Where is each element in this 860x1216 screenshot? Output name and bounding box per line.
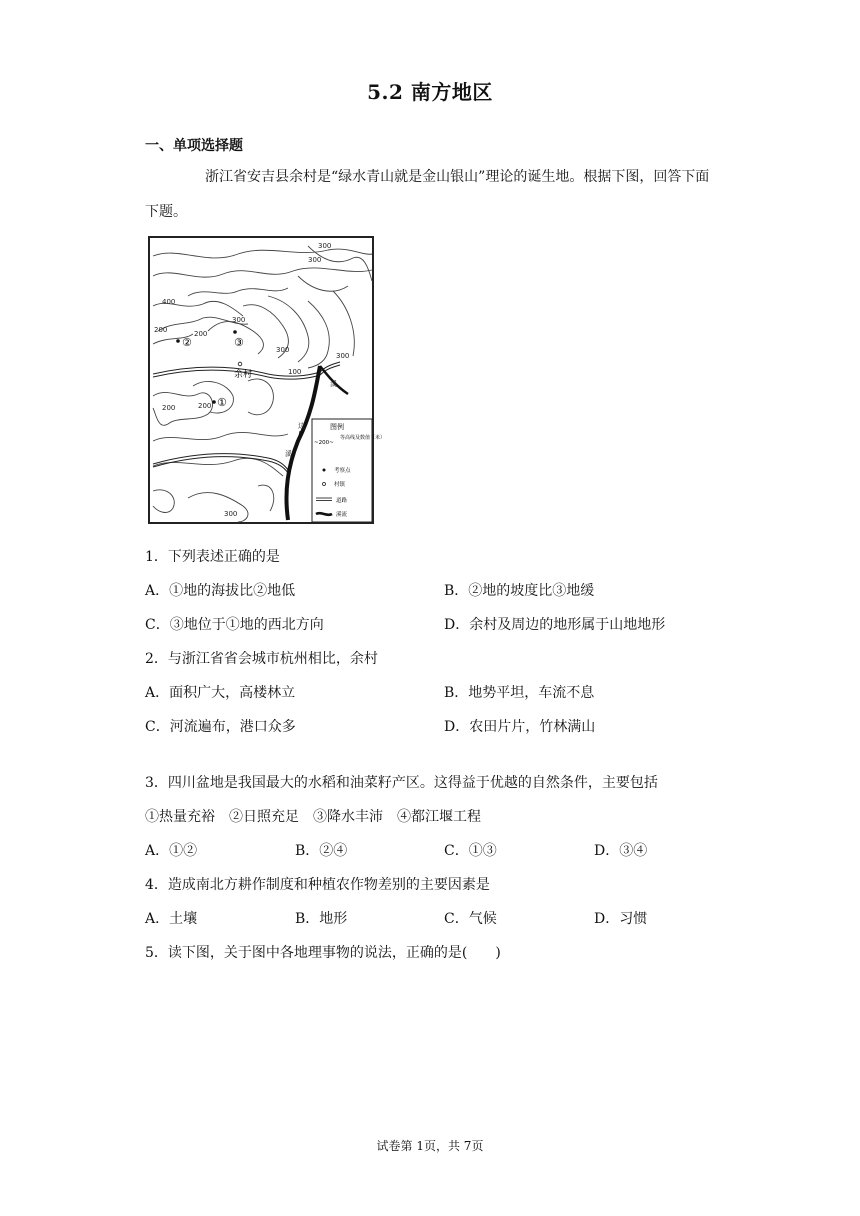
question-1-option-c: C．③地位于①地的西北方向 (145, 617, 324, 633)
contour-label: 100 (288, 368, 302, 376)
question-4-option-b: B．地形 (295, 911, 348, 927)
map-legend (312, 419, 385, 522)
contour-label: 200 (154, 326, 168, 334)
question-3-option-b: B．②④ (295, 843, 348, 859)
question-4-option-d: D．习惯 (594, 911, 648, 927)
page-footer: 试卷第 1页，共 7页 (376, 1139, 484, 1153)
legend-title: 图例 (330, 423, 344, 431)
intro-paragraph: 浙江省安吉县余村是“绿水青山就是金山银山”理论的诞生地。根据下图，回答下面下题。 (145, 169, 710, 220)
contour-label: 300 (232, 316, 246, 324)
question-5-stem: 5．读下图，关于图中各地理事物的说法，正确的是( ) (145, 945, 501, 961)
question-3-option-c: C．①③ (444, 843, 497, 859)
legend-point-label: 考察点 (334, 468, 351, 474)
contour-label: 200 (198, 402, 212, 410)
legend-contour-label: 等高线及数值（米） (340, 435, 386, 441)
question-1-option-b: B．②地的坡度比③地缓 (444, 583, 595, 599)
contour-label: 200 (162, 404, 176, 412)
question-3-option-d: D．③④ (594, 843, 648, 859)
contour-label: 300 (308, 256, 322, 264)
contour-label: 300 (276, 346, 290, 354)
legend-river-label: 溪流 (336, 512, 348, 518)
question-1-option-d: D．余村及周边的地形属于山地地形 (444, 617, 666, 633)
question-2-option-b: B．地势平坦，车流不息 (444, 685, 595, 701)
question-2-option-c: C．河流遍布，港口众多 (145, 719, 296, 735)
point-3-label: ③ (234, 336, 244, 349)
river-text: 边 (298, 422, 305, 430)
question-4-option-a: A．土壤 (145, 911, 198, 927)
legend-road-label: 道路 (336, 498, 348, 504)
section-heading: 一、单项选择题 (145, 138, 243, 154)
contour-label: 300 (318, 242, 332, 250)
contour-label: 300 (336, 352, 350, 360)
question-4-stem: 4．造成南北方耕作制度和种植农作物差别的主要因素是 (145, 877, 490, 893)
question-2-stem: 2．与浙江省省会城市杭州相比，余村 (145, 651, 378, 667)
river-text: 溪 (330, 380, 337, 388)
point-2-label: ② (182, 336, 192, 349)
topographic-map (148, 236, 386, 524)
contour-label: 400 (162, 298, 176, 306)
question-2-option-d: D．农田片片，竹林满山 (444, 719, 596, 735)
question-2-option-a: A．面积广大，高楼林立 (145, 685, 296, 701)
legend-contour-sample: ~200~ (314, 440, 334, 446)
question-1-stem: 1．下列表述正确的是 (145, 549, 280, 565)
question-3-option-a: A．①② (145, 843, 198, 859)
point-1-label: ① (217, 396, 227, 409)
question-3-stem: 3．四川盆地是我国最大的水稻和油菜籽产区。这得益于优越的自然条件，主要包括 (145, 775, 658, 791)
page-title: 5.2 南方地区 (367, 80, 493, 104)
question-1-option-a: A．①地的海拔比②地低 (145, 583, 296, 599)
river-text: 溪 (285, 450, 292, 458)
village-label: 余村 (234, 370, 253, 380)
question-4-option-c: C．气候 (444, 911, 497, 927)
legend-village-label: 村镇 (334, 482, 346, 488)
question-3-sub: ①热量充裕 ②日照充足 ③降水丰沛 ④都江堰工程 (145, 809, 481, 825)
contour-label: 200 (194, 330, 208, 338)
contour-label: 300 (224, 510, 238, 518)
